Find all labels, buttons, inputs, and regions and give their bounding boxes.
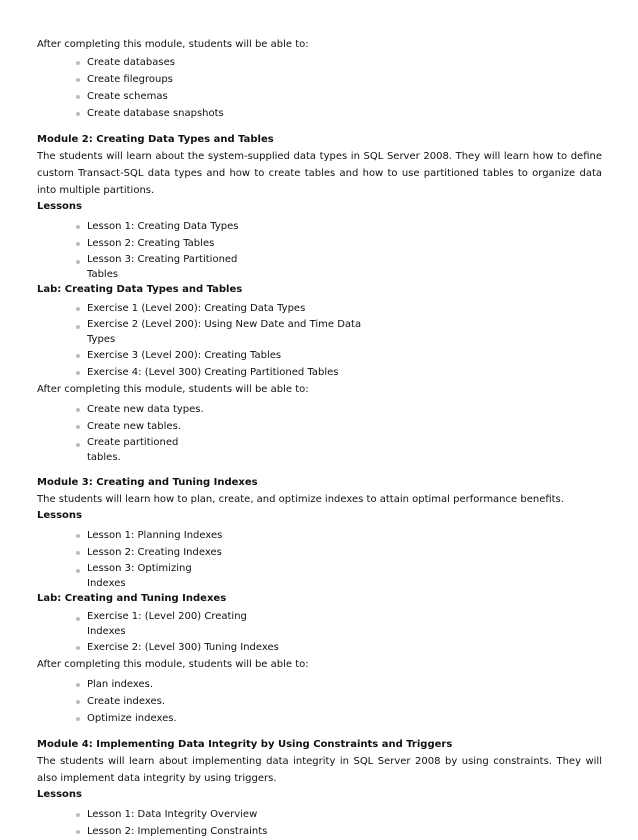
list-item: Create partitioned tables. bbox=[37, 435, 602, 465]
lab-heading: Lab: Creating Data Types and Tables bbox=[37, 284, 243, 295]
outcomes-list bbox=[37, 401, 602, 465]
bullet-icon bbox=[76, 830, 80, 834]
bullet-icon bbox=[76, 95, 80, 99]
list-item: Lesson 3: Optimizing Indexes bbox=[37, 561, 602, 591]
exercises-list bbox=[37, 300, 602, 381]
list-item: Lesson 1: Planning Indexes bbox=[37, 527, 602, 544]
list-item: Create new tables. bbox=[37, 418, 602, 435]
list-item: Exercise 1 (Level 200): Creating Data Types bbox=[37, 300, 602, 317]
list-item: Plan indexes. bbox=[37, 676, 602, 693]
list-item: Exercise 1: (Level 200) Creating Indexes bbox=[37, 609, 602, 639]
bullet-icon bbox=[76, 617, 80, 621]
bullet-icon bbox=[76, 551, 80, 555]
bullet-icon bbox=[76, 260, 80, 264]
list-item: Create new data types. bbox=[37, 401, 602, 418]
list-item: Lesson 1: Data Integrity Overview bbox=[37, 806, 602, 823]
list-item: Create databases bbox=[37, 54, 602, 71]
lessons-heading: Lessons bbox=[37, 510, 82, 521]
list-item: Optimize indexes. bbox=[37, 710, 602, 727]
bullet-icon bbox=[76, 354, 80, 358]
bullet-icon bbox=[76, 78, 80, 82]
bullet-icon bbox=[76, 813, 80, 817]
bullet-icon bbox=[76, 408, 80, 412]
list-item: Exercise 2 (Level 200): Using New Date and Time Data Types bbox=[37, 317, 602, 347]
list-item: Create indexes. bbox=[37, 693, 602, 710]
list-item: Exercise 2: (Level 300) Tuning Indexes bbox=[37, 639, 602, 656]
bullet-icon bbox=[76, 534, 80, 538]
list-item: Lesson 1: Creating Data Types bbox=[37, 218, 602, 235]
module-description: The students will learn about the system-supplied data types in SQL Server 2008. They will learn how to define custom Transact-SQL data types and how to create tables and how to use partitioned tables to organize data into multiple partitions. bbox=[37, 151, 602, 196]
module-title: Module 2: Creating Data Types and Tables bbox=[37, 134, 274, 145]
outcomes-intro: After completing this module, students will be able to: bbox=[37, 39, 309, 50]
list-item: Create filegroups bbox=[37, 71, 602, 88]
outcomes-list bbox=[37, 676, 602, 727]
outcomes-list bbox=[37, 54, 602, 122]
bullet-icon bbox=[76, 443, 80, 447]
list-item: Lesson 2: Creating Indexes bbox=[37, 544, 602, 561]
list-item: Lesson 2: Implementing Constraints bbox=[37, 823, 602, 840]
list-item: Exercise 3 (Level 200): Creating Tables bbox=[37, 347, 602, 364]
list-item: Create database snapshots bbox=[37, 105, 602, 122]
bullet-icon bbox=[76, 225, 80, 229]
lessons-heading: Lessons bbox=[37, 789, 82, 800]
list-item: Lesson 2: Creating Tables bbox=[37, 235, 602, 252]
bullet-icon bbox=[76, 646, 80, 650]
bullet-icon bbox=[76, 325, 80, 329]
bullet-icon bbox=[76, 61, 80, 65]
bullet-icon bbox=[76, 112, 80, 116]
list-item: Exercise 4: (Level 300) Creating Partitioned Tables bbox=[37, 364, 602, 381]
list-item: Create schemas bbox=[37, 88, 602, 105]
lessons-list bbox=[37, 218, 602, 282]
bullet-icon bbox=[76, 242, 80, 246]
bullet-icon bbox=[76, 371, 80, 375]
lessons-heading: Lessons bbox=[37, 201, 82, 212]
module-title: Module 4: Implementing Data Integrity by Using Constraints and Triggers bbox=[37, 739, 453, 750]
bullet-icon bbox=[76, 683, 80, 687]
lessons-list bbox=[37, 527, 602, 591]
document-page bbox=[37, 36, 602, 840]
lessons-list bbox=[37, 806, 602, 840]
bullet-icon bbox=[76, 569, 80, 573]
outcomes-intro: After completing this module, students will be able to: bbox=[37, 384, 309, 395]
bullet-icon bbox=[76, 700, 80, 704]
exercises-list bbox=[37, 609, 602, 656]
lab-heading: Lab: Creating and Tuning Indexes bbox=[37, 593, 227, 604]
module-title: Module 3: Creating and Tuning Indexes bbox=[37, 477, 258, 488]
bullet-icon bbox=[76, 717, 80, 721]
module-description: The students will learn how to plan, create, and optimize indexes to attain optimal performance benefits. bbox=[37, 494, 564, 505]
bullet-icon bbox=[76, 425, 80, 429]
list-item: Lesson 3: Creating Partitioned Tables bbox=[37, 252, 602, 282]
bullet-icon bbox=[76, 307, 80, 311]
module-description: The students will learn about implementing data integrity in SQL Server 2008 by using constraints. They will also implement data integrity by using triggers. bbox=[37, 756, 602, 784]
outcomes-intro: After completing this module, students will be able to: bbox=[37, 659, 309, 670]
